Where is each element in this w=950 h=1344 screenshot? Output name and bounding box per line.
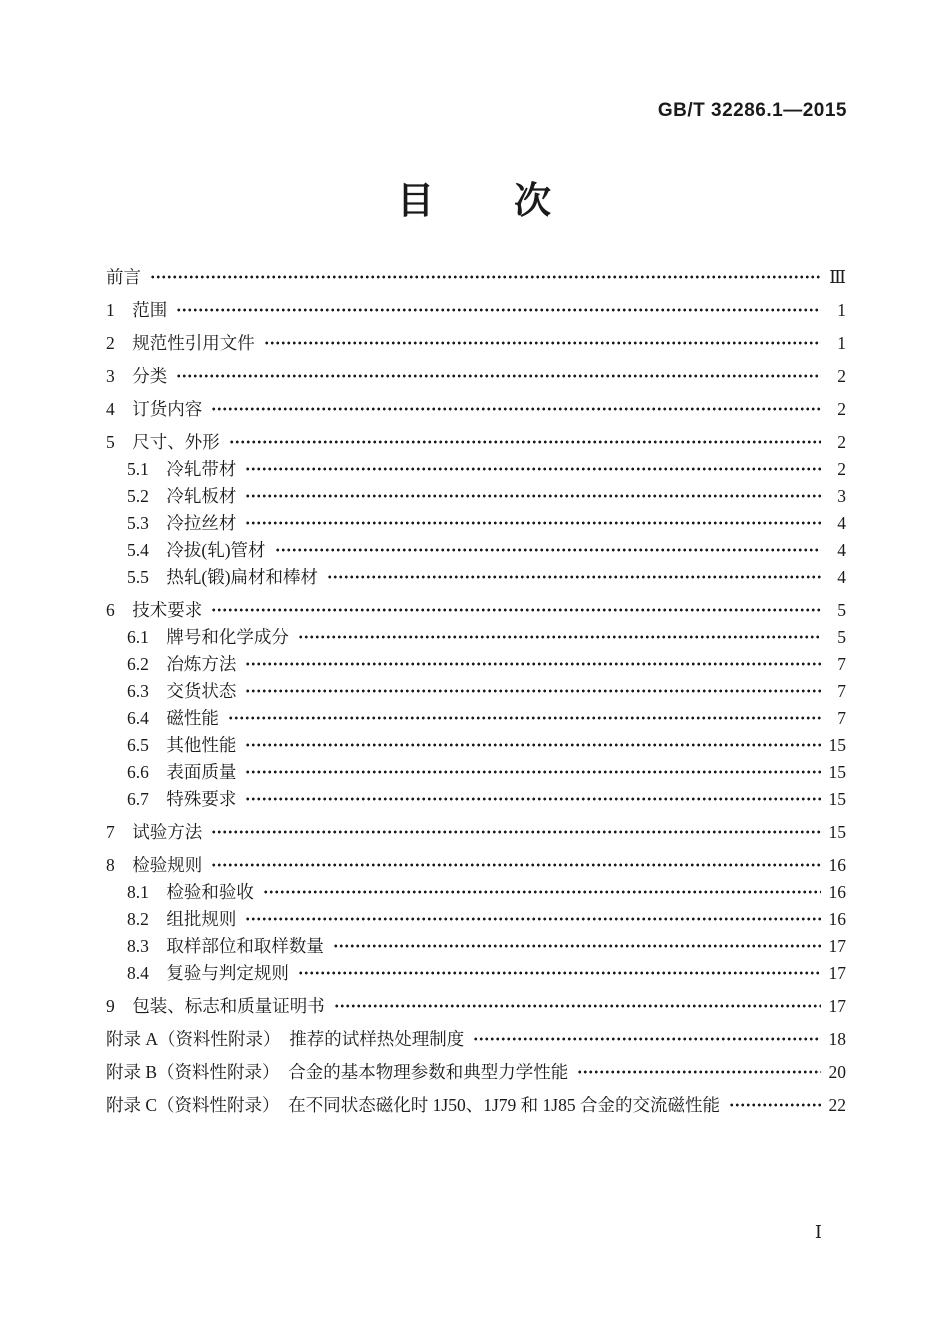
toc-entry [106, 907, 846, 931]
toc-entry-page-number: 15 [828, 735, 846, 755]
toc-entry [106, 760, 846, 784]
leader-dots [245, 688, 821, 694]
toc-entry [106, 331, 846, 355]
toc-entry [106, 787, 846, 811]
folio-page-number: Ⅰ [814, 1222, 822, 1242]
toc-entry [106, 397, 846, 421]
toc-entry-label: 8.2 组批规则 [127, 909, 237, 929]
toc-entry-label: 5.4 冷拔(轧)管材 [127, 540, 266, 560]
toc-entry [106, 934, 846, 958]
toc-entry-page-number: 1 [837, 300, 846, 320]
toc-entry-label: 5.3 冷拉丝材 [127, 513, 237, 533]
leader-dots [473, 1036, 821, 1042]
toc-entry-page-number: 17 [828, 996, 846, 1016]
leader-dots [211, 406, 821, 412]
toc-entry [106, 652, 846, 676]
leader-dots [577, 1069, 821, 1075]
toc-entry [106, 679, 846, 703]
toc-entry-page-number: 4 [837, 540, 846, 560]
toc-entry-label: 4 订货内容 [106, 399, 203, 419]
leader-dots [334, 1003, 821, 1009]
toc-entry-page-number: 4 [837, 567, 846, 587]
toc-entry [106, 853, 846, 877]
toc-entry-label: 6.7 特殊要求 [127, 789, 237, 809]
toc-entry-page-number: 2 [837, 366, 846, 386]
toc-entry-page-number: Ⅲ [829, 267, 846, 287]
toc-entry-page-number: 2 [837, 399, 846, 419]
toc-entry [106, 625, 846, 649]
toc-entry-label: 5.1 冷轧带材 [127, 459, 237, 479]
toc-entry-page-number: 7 [837, 708, 846, 728]
toc-entry-page-number: 17 [828, 963, 846, 983]
toc-entry [106, 820, 846, 844]
toc-entry-label: 5.2 冷轧板材 [127, 486, 237, 506]
toc-entry-label: 6.3 交货状态 [127, 681, 237, 701]
toc-entry-page-number: 15 [828, 822, 846, 842]
toc-entry [106, 880, 846, 904]
toc-entry-label: 7 试验方法 [106, 822, 203, 842]
toc-entry-page-number: 2 [837, 432, 846, 452]
toc-entry-label: 6.1 牌号和化学成分 [127, 627, 289, 647]
leader-dots [245, 520, 821, 526]
toc-entry [106, 265, 846, 289]
leader-dots [263, 889, 821, 895]
toc-entry [106, 457, 846, 481]
leader-dots [176, 373, 821, 379]
table-of-contents [106, 256, 846, 1117]
leader-dots [298, 970, 821, 976]
toc-entry [106, 598, 846, 622]
standard-number: GB/T 32286.1—2015 [657, 100, 847, 121]
toc-entry-label: 6.2 冶炼方法 [127, 654, 237, 674]
leader-dots [211, 862, 821, 868]
toc-entry-page-number: 2 [837, 459, 846, 479]
toc-entry-label: 附录 A（资料性附录） 推荐的试样热处理制度 [106, 1029, 465, 1049]
leader-dots [333, 943, 821, 949]
toc-entry-page-number: 7 [837, 681, 846, 701]
toc-entry-label: 6.6 表面质量 [127, 762, 237, 782]
toc-entry-label: 5 尺寸、外形 [106, 432, 220, 452]
toc-entry [106, 1093, 846, 1117]
toc-entry-label: 附录 B（资料性附录） 合金的基本物理参数和典型力学性能 [106, 1062, 569, 1082]
leader-dots [211, 607, 821, 613]
toc-entry-label: 5.5 热轧(锻)扁材和棒材 [127, 567, 319, 587]
toc-entry-page-number: 18 [828, 1029, 846, 1049]
leader-dots [245, 493, 821, 499]
toc-entry-page-number: 5 [837, 600, 846, 620]
toc-entry-page-number: 16 [828, 855, 846, 875]
leader-dots [176, 307, 821, 313]
toc-entry-page-number: 16 [828, 909, 846, 929]
toc-entry [106, 511, 846, 535]
toc-entry-label: 9 包装、标志和质量证明书 [106, 996, 325, 1016]
toc-entry-label: 6.5 其他性能 [127, 735, 237, 755]
leader-dots [245, 916, 821, 922]
leader-dots [275, 547, 821, 553]
leader-dots [298, 634, 821, 640]
toc-entry [106, 1027, 846, 1051]
toc-entry-label: 附录 C（资料性附录） 在不同状态磁化时 1J50、1J79 和 1J85 合金的交流磁性能 [106, 1095, 720, 1115]
toc-entry-label: 8.3 取样部位和取样数量 [127, 936, 324, 956]
toc-entry-label: 3 分类 [106, 366, 168, 386]
leader-dots [245, 466, 821, 472]
leader-dots [211, 829, 821, 835]
toc-entry [106, 706, 846, 730]
leader-dots [228, 715, 821, 721]
toc-entry [106, 733, 846, 757]
leader-dots [245, 742, 821, 748]
toc-entry [106, 364, 846, 388]
toc-entry [106, 538, 846, 562]
leader-dots [150, 274, 821, 280]
toc-entry-page-number: 7 [837, 654, 846, 674]
toc-entry-label: 1 范围 [106, 300, 168, 320]
toc-entry-page-number: 17 [828, 936, 846, 956]
toc-entry-page-number: 16 [828, 882, 846, 902]
toc-entry-page-number: 1 [837, 333, 846, 353]
toc-entry-page-number: 5 [837, 627, 846, 647]
toc-entry [106, 298, 846, 322]
leader-dots [245, 796, 821, 802]
leader-dots [729, 1102, 821, 1108]
leader-dots [327, 574, 821, 580]
toc-entry [106, 484, 846, 508]
toc-entry-page-number: 3 [837, 486, 846, 506]
page-title: 目 次 [397, 181, 553, 222]
toc-entry-label: 6 技术要求 [106, 600, 203, 620]
toc-entry [106, 565, 846, 589]
toc-entry-label: 前言 [106, 267, 141, 287]
toc-entry-label: 8.1 检验和验收 [127, 882, 254, 902]
toc-entry-label: 8 检验规则 [106, 855, 203, 875]
toc-entry-label: 6.4 磁性能 [127, 708, 219, 728]
leader-dots [245, 661, 821, 667]
toc-entry [106, 1060, 846, 1084]
toc-entry [106, 994, 846, 1018]
toc-entry-page-number: 22 [828, 1095, 846, 1115]
toc-entry-page-number: 15 [828, 762, 846, 782]
toc-entry-label: 8.4 复验与判定规则 [127, 963, 289, 983]
leader-dots [229, 439, 821, 445]
toc-entry [106, 961, 846, 985]
toc-entry-page-number: 15 [828, 789, 846, 809]
leader-dots [264, 340, 821, 346]
toc-entry-page-number: 20 [828, 1062, 846, 1082]
toc-entry [106, 430, 846, 454]
leader-dots [245, 769, 821, 775]
toc-entry-page-number: 4 [837, 513, 846, 533]
toc-entry-label: 2 规范性引用文件 [106, 333, 255, 353]
